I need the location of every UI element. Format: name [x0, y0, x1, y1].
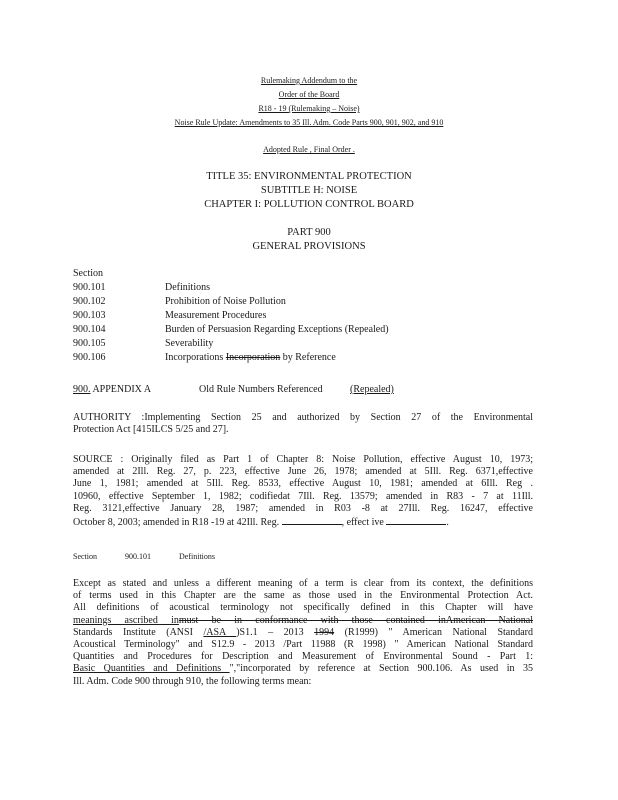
authority-line: AUTHORITY :Implementing Section 25 and authorized by Section 27 of the Environmental	[73, 412, 533, 423]
toc-title-post: by Reference	[280, 352, 336, 363]
definitions-text-struck: must be in conformance with those contained in	[178, 614, 446, 626]
source-effective-label: , effect ive	[341, 517, 384, 529]
appendix-title-text: Old Rule Numbers Referenced	[199, 384, 323, 395]
toc-row-number: 900.104	[73, 324, 106, 335]
definitions-text-inserted: Basic Quantities and Definitions	[73, 663, 230, 675]
source-line-text: October 8, 2003; amended in R18 -19 at 42Ill. Reg.	[73, 517, 280, 529]
definitions-line-mixed	[73, 615, 533, 627]
toc-row-title: Measurement Procedures	[165, 310, 267, 321]
definitions-line: of terms used in this Chapter are the same as those used in the Environmental Protection Act.	[73, 590, 533, 602]
definitions-text-struck: 1994	[314, 626, 335, 638]
effective-date-blank	[386, 515, 446, 525]
definitions-text-inserted: meanings ascribed in	[73, 614, 179, 626]
title-line: TITLE 35: ENVIRONMENTAL PROTECTION	[206, 171, 412, 182]
definitions-line: Quantities and Procedures for Description and Measurement of Environmental Sound - Part 1:	[73, 651, 533, 663]
appendix-label: APPENDIX A	[90, 384, 152, 395]
appendix-entry	[73, 384, 151, 395]
toc-row-title-incorporations	[165, 352, 336, 363]
header-line-order: Order of the Board	[278, 90, 340, 99]
source-last-line	[73, 515, 533, 529]
source-paragraph	[73, 454, 533, 529]
part-name: GENERAL PROVISIONS	[252, 241, 366, 252]
authority-line: Protection Act [415ILCS 5/25 and 27].	[73, 424, 229, 436]
source-end-period: .	[446, 517, 449, 529]
definitions-text: Standards Institute (ANSI	[73, 626, 204, 638]
appendix-title	[199, 384, 323, 395]
toc-title-struck: Incorporation	[225, 352, 281, 363]
definitions-line: Ill. Adm. Code 900 through 910, the following terms mean:	[73, 675, 312, 687]
authority-paragraph	[73, 412, 533, 436]
toc-row-number: 900.101	[73, 282, 106, 293]
definitions-line-mixed	[73, 627, 533, 639]
header-line-docket: R18 - 19 (Rulemaking – Noise)	[258, 104, 360, 113]
part-number: PART 900	[287, 227, 331, 238]
definitions-line-mixed	[73, 663, 533, 675]
toc-row-number: 900.106	[73, 352, 106, 363]
definitions-text-inserted: /ASA	[203, 626, 237, 638]
definitions-line: Except as stated and unless a different meaning of a term is clear from its context, the definitions	[73, 578, 533, 589]
definitions-paragraph	[73, 578, 533, 688]
section-heading	[73, 552, 215, 561]
header-line-update: Noise Rule Update: Amendments to 35 Ill. Adm. Code Parts 900, 901, 902, and 910	[174, 118, 444, 127]
source-line: amended at 2Ill. Reg. 27, p. 223, effective June 26, 1978; amended at 5Ill. Reg. 6371,effective	[73, 466, 533, 478]
toc-row-title: Prohibition of Noise Pollution	[165, 296, 286, 307]
section-heading-title: Definitions	[179, 552, 215, 561]
toc-title-pre: Incorporations	[165, 352, 226, 363]
source-line: 10960, effective September 1, 1982; codifiedat 7Ill. Reg. 13579; amended in R83 - 7 at 11Ill.	[73, 490, 533, 502]
toc-row-title: Definitions	[165, 282, 210, 293]
toc-heading: Section	[73, 268, 103, 279]
definitions-text-struck: American National	[445, 614, 533, 626]
definitions-line: All definitions of acoustical terminology not specifically defined in this Chapter will have	[73, 602, 533, 614]
definitions-text: ","incorporated by reference at Section 900.106. As used in 35	[229, 663, 533, 675]
toc-row-number: 900.105	[73, 338, 106, 349]
section-heading-number: 900.101	[125, 552, 151, 561]
subtitle-line: SUBTITLE H: NOISE	[260, 185, 358, 196]
appendix-status: (Repealed)	[350, 384, 394, 395]
source-line: June 1, 1981; amended at 5Ill. Reg. 8533, effective August 10, 1981; amended at 6Ill. Reg .	[73, 478, 533, 490]
toc-row-number: 900.102	[73, 296, 106, 307]
source-line: SOURCE : Originally filed as Part 1 of Chapter 8: Noise Pollution, effective August 10, 1973;	[73, 454, 533, 465]
definitions-text: (R1999) " American National Standard	[334, 626, 533, 638]
toc-row-title: Burden of Persuasion Regarding Exceptions (Repealed)	[165, 324, 389, 335]
section-heading-label: Section	[73, 552, 97, 561]
chapter-line: CHAPTER I: POLLUTION CONTROL BOARD	[204, 199, 414, 210]
header-line-adopted: Adopted Rule , Final Order .	[263, 145, 355, 154]
source-line: Reg. 3121,effective January 28, 1987; amended in R03 -8 at 27Ill. Reg. 16247, effective	[73, 502, 533, 514]
toc-row-number: 900.103	[73, 310, 106, 321]
toc-row-title: Severability	[165, 338, 214, 349]
header-line-rulemaking: Rulemaking Addendum to the	[260, 76, 358, 85]
definitions-line: Acoustical Terminology" and S12.9 - 2013 /Part 11988 (R 1998) " American National Standard	[73, 639, 533, 651]
appendix-number: 900.	[73, 384, 91, 395]
definitions-text: )S1.1 – 2013	[236, 626, 315, 638]
register-page-blank	[282, 515, 342, 525]
